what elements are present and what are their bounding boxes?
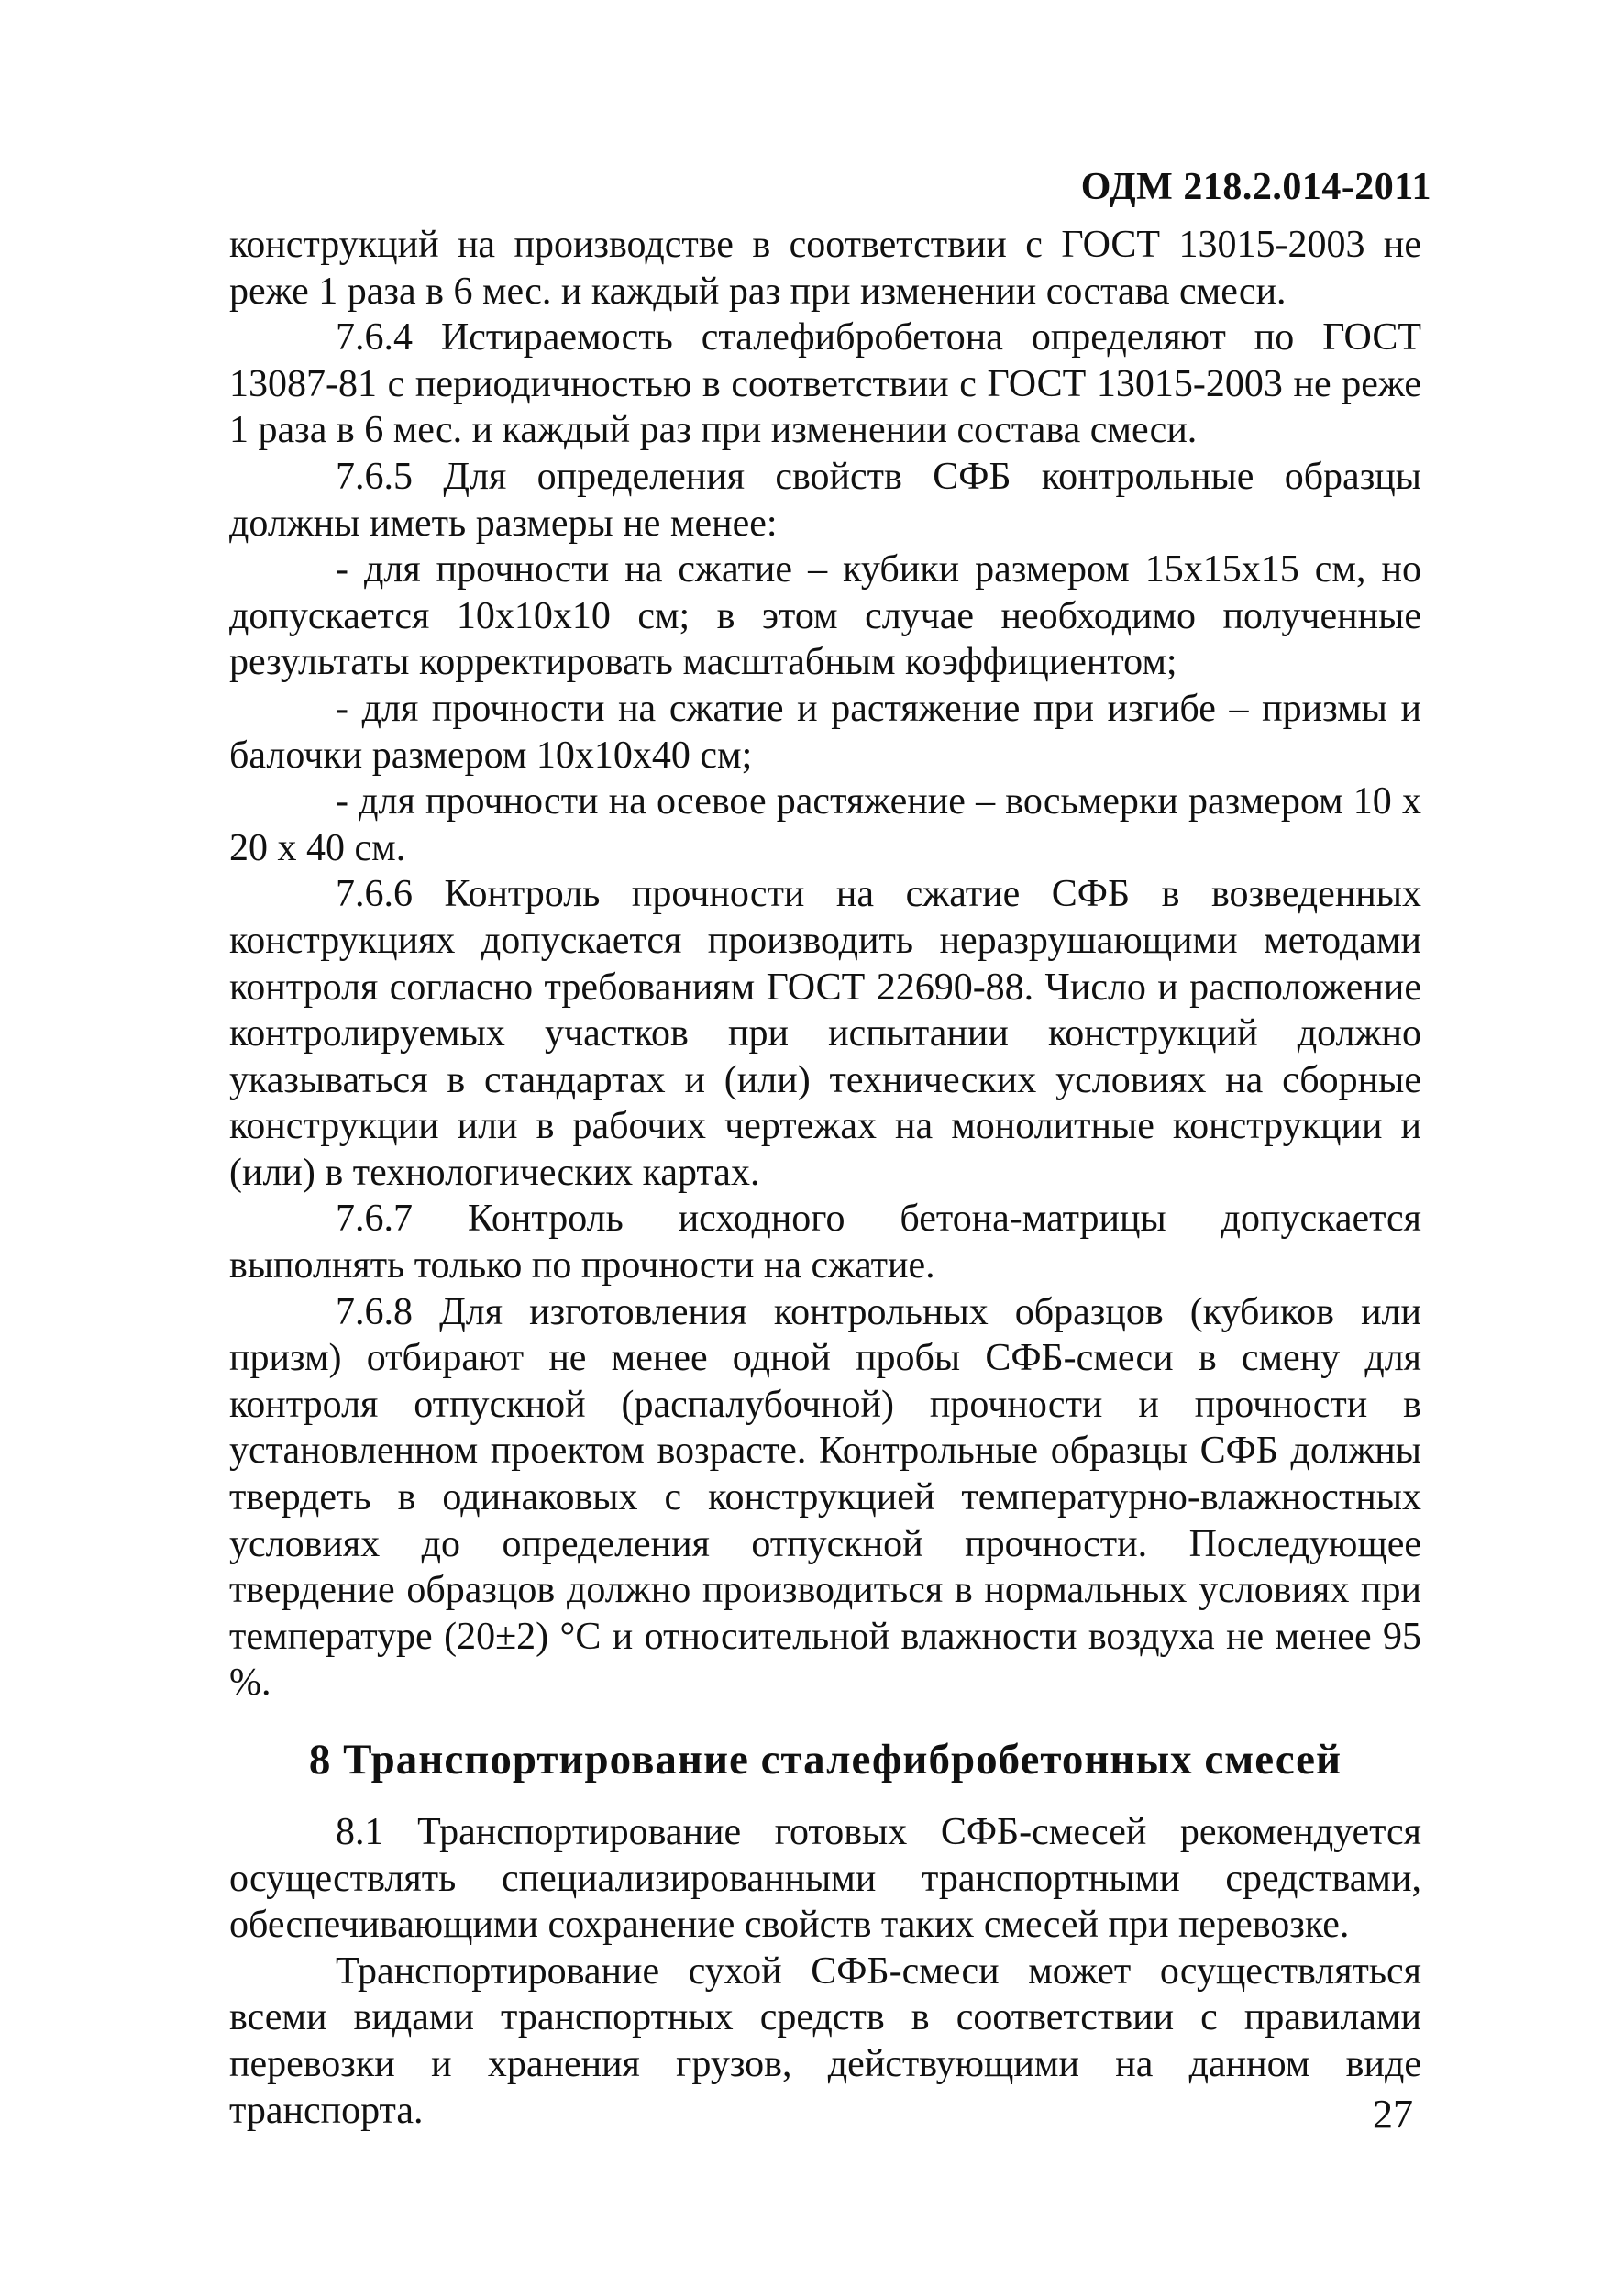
list-item-bending: - для прочности на сжатие и растяжение при изгибе – призмы и балочки размером 10х10х40 см;: [229, 687, 1421, 777]
section-heading: 8 Транспортирование сталефибробетонных смесей: [308, 1736, 1342, 1784]
paragraph-7-6-6: 7.6.6 Контроль прочности на сжатие СФБ в возведенных конструкциях допускается производить неразрушающими методами контроля согласно требованиям ГОСТ 22690-88. Число и расположение контролируемых участков при испытании конструкций должно указываться в стандартах и (или) технических условиях на сборные конструкции или в рабочих чертежах на монолитные конструкции и (или) в технологических картах.: [229, 873, 1421, 1194]
page-number: 27: [1373, 2092, 1413, 2137]
paragraph-7-6-5: 7.6.5 Для определения свойств СФБ контрольные образцы должны иметь размеры не менее:: [229, 455, 1421, 545]
paragraph-dry-mix-transport: Транспортирование сухой СФБ-смеси может осуществляться всеми видами транспортных средств в соответствии с правилами перевозки и хранения грузов, действующими на данном виде транспорта.: [229, 1949, 1421, 2132]
list-item-axial-tension: - для прочности на осевое растяжение – восьмерки размером 10 х 20 х 40 см.: [229, 780, 1421, 869]
body-text: [229, 222, 1421, 2134]
paragraph-continuation: конструкций на производстве в соответствии с ГОСТ 13015-2003 не реже 1 раза в 6 мес. и каждый раз при изменении состава смеси.: [229, 224, 1421, 313]
document-code: ОДМ 218.2.014-2011: [1080, 166, 1431, 208]
paragraph-7-6-7: 7.6.7 Контроль исходного бетона-матрицы допускается выполнять только по прочности на сжатие.: [229, 1198, 1421, 1287]
paragraph-7-6-4: 7.6.4 Истираемость сталефибробетона определяют по ГОСТ 13087-81 с периодичностью в соответствии с ГОСТ 13015-2003 не реже 1 раза в 6 мес. и каждый раз при изменении состава смеси.: [229, 316, 1421, 452]
paragraph-8-1: 8.1 Транспортирование готовых СФБ-смесей рекомендуется осуществлять специализированными транспортными средствами, обеспечивающими сохранение свойств таких смесей при перевозке.: [229, 1811, 1421, 1947]
list-item-compression: - для прочности на сжатие – кубики размером 15х15х15 см, но допускается 10х10х10 см; в этом случае необходимо полученные результаты корректировать масштабным коэффициентом;: [229, 548, 1421, 684]
paragraph-7-6-8: 7.6.8 Для изготовления контрольных образцов (кубиков или призм) отбирают не менее одной пробы СФБ-смеси в смену для контроля отпускной (распалубочной) прочности и прочности в установленном проектом возрасте. Контрольные образцы СФБ должны твердеть в одинаковых с конструкцией температурно-влажностных условиях до определения отпускной прочности. Последующее твердение образцов должно производиться в нормальных условиях при температуре (20±2) °С и относительной влажности воздуха не менее 95 %.: [229, 1290, 1421, 1705]
